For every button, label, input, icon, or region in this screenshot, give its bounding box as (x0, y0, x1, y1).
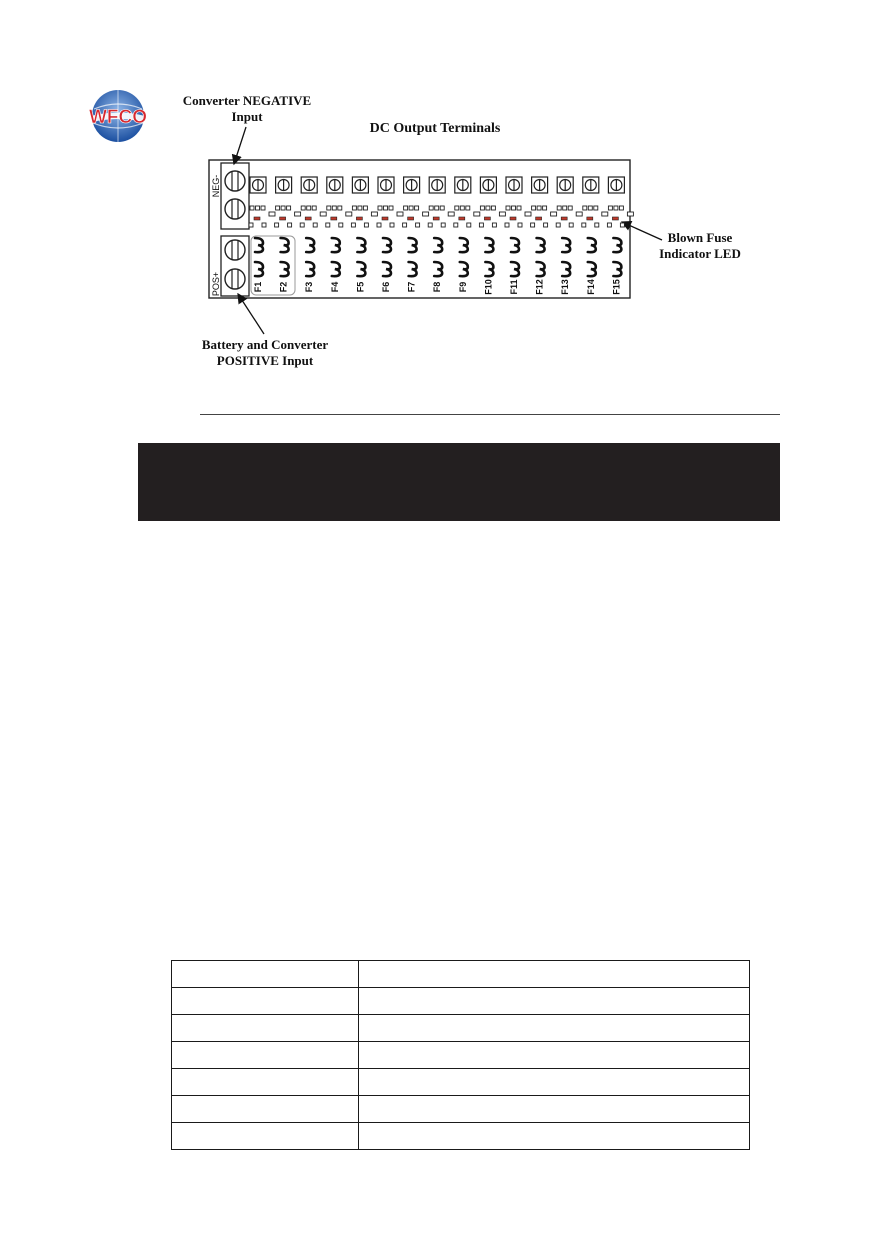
component-pad (313, 223, 317, 227)
component-pad (460, 206, 464, 210)
table-cell (359, 988, 750, 1015)
component-pad (467, 223, 471, 227)
positive-input-arrow (238, 294, 264, 334)
component-pad (320, 212, 326, 216)
fuse-label-15: F15 (611, 279, 622, 295)
fuse-label-12: F12 (534, 279, 545, 295)
component-pad (440, 206, 444, 210)
pos-screw-1 (225, 240, 245, 260)
component-pad (499, 212, 505, 216)
component-pad (249, 223, 253, 227)
component-pad (544, 223, 548, 227)
component-pad (455, 206, 459, 210)
component-pad (415, 206, 419, 210)
fuse-label-3: F3 (304, 281, 315, 293)
component-pad (378, 206, 382, 210)
logo-text: WFCO (88, 107, 148, 128)
component-pad (474, 212, 480, 216)
pos-block-label: POS+ (211, 271, 221, 297)
component-pad (363, 206, 367, 210)
component-pad (416, 223, 420, 227)
component-pad (435, 206, 439, 210)
blown-fuse-led-7 (408, 217, 414, 220)
component-pad (262, 223, 266, 227)
component-pad (423, 212, 429, 216)
component-pad (627, 212, 633, 216)
component-pad (300, 223, 304, 227)
table-cell (172, 988, 359, 1015)
component-pad (312, 206, 316, 210)
pos-screw-2 (225, 269, 245, 289)
component-pad (595, 223, 599, 227)
distribution-board-diagram (0, 0, 891, 420)
component-pad (556, 223, 560, 227)
component-pad (339, 223, 343, 227)
fuse-label-2: F2 (278, 281, 289, 293)
table-cell (359, 1015, 750, 1042)
horizontal-rule (200, 414, 780, 415)
component-pad (448, 212, 454, 216)
neg-screw-1 (225, 171, 245, 191)
component-pad (557, 206, 561, 210)
component-pad (307, 206, 311, 210)
blown-fuse-led-3 (305, 217, 311, 220)
table-row (172, 1042, 750, 1069)
component-pad (389, 206, 393, 210)
component-pad (327, 206, 331, 210)
component-pad (505, 223, 509, 227)
blown-fuse-led-14 (587, 217, 593, 220)
table-cell (172, 1015, 359, 1042)
component-pad (301, 206, 305, 210)
component-pad (390, 223, 394, 227)
component-pad (352, 206, 356, 210)
blown-fuse-led-label: Blown Fuse Indicator LED (659, 230, 741, 261)
component-pad (288, 223, 292, 227)
blown-fuse-led-2 (280, 217, 286, 220)
table-row (172, 1069, 750, 1096)
component-pad (428, 223, 432, 227)
component-pad (607, 223, 611, 227)
component-pad (454, 223, 458, 227)
component-pad (479, 223, 483, 227)
component-pad (491, 206, 495, 210)
neg-screw-2 (225, 199, 245, 219)
component-pad (371, 212, 377, 216)
table-cell (172, 1069, 359, 1096)
component-pad (563, 206, 567, 210)
component-pad (358, 206, 362, 210)
blown-fuse-led-5 (356, 217, 362, 220)
fuse-label-1: F1 (253, 281, 263, 293)
table-cell (359, 1123, 750, 1150)
blown-fuse-led-4 (331, 217, 337, 220)
spec-table (171, 960, 750, 1150)
positive-input-label: Battery and Converter POSITIVE Input (201, 337, 329, 368)
table-cell (172, 1096, 359, 1123)
table-cell (172, 961, 359, 988)
table-row (172, 1096, 750, 1123)
component-pad (531, 223, 535, 227)
table-row (172, 961, 750, 988)
component-pad (569, 223, 573, 227)
component-pad (614, 206, 618, 210)
blown-fuse-led-12 (536, 217, 542, 220)
component-pad (346, 212, 352, 216)
fuse-label-6: F6 (381, 281, 391, 293)
component-pad (404, 206, 408, 210)
component-pad (532, 206, 536, 210)
component-pad (441, 223, 445, 227)
blown-fuse-led-11 (510, 217, 516, 220)
component-pad (377, 223, 381, 227)
component-pad (602, 212, 608, 216)
component-pad (506, 206, 510, 210)
component-pad (480, 206, 484, 210)
table-cell (359, 1042, 750, 1069)
component-pad (250, 206, 254, 210)
component-pad (525, 212, 531, 216)
table-row (172, 1123, 750, 1150)
component-pad (287, 206, 291, 210)
component-pad (364, 223, 368, 227)
blown-fuse-led-15 (612, 217, 618, 220)
component-pad (594, 206, 598, 210)
component-pad (351, 223, 355, 227)
negative-input-label: Converter NEGATIVE Input (182, 93, 312, 124)
component-pad (512, 206, 516, 210)
component-pad (551, 212, 557, 216)
fuse-label-13: F13 (560, 279, 571, 295)
table-cell (172, 1042, 359, 1069)
component-pad (269, 212, 275, 216)
blown-fuse-led-8 (433, 217, 439, 220)
table-cell (172, 1123, 359, 1150)
negative-input-arrow (234, 127, 246, 164)
table-cell (359, 961, 750, 988)
blown-fuse-led-1 (254, 217, 260, 220)
component-pad (256, 206, 260, 210)
fuse-label-11: F11 (509, 279, 519, 295)
component-pad (466, 206, 470, 210)
fuse-label-8: F8 (432, 281, 443, 293)
component-pad (568, 206, 572, 210)
blown-fuse-led-13 (561, 217, 567, 220)
component-pad (326, 223, 330, 227)
component-pad (397, 212, 403, 216)
component-pad (492, 223, 496, 227)
fuse-label-9: F9 (457, 281, 468, 293)
component-pad (332, 206, 336, 210)
fuse-label-4: F4 (329, 281, 340, 293)
component-pad (275, 223, 279, 227)
section-banner (138, 443, 780, 521)
component-pad (409, 206, 413, 210)
component-pad (518, 223, 522, 227)
fuse-label-5: F5 (355, 281, 366, 293)
component-pad (537, 206, 541, 210)
component-pad (583, 206, 587, 210)
fuse-label-7: F7 (406, 281, 417, 293)
dc-output-label: DC Output Terminals (369, 121, 501, 136)
table-cell (359, 1069, 750, 1096)
table-row (172, 988, 750, 1015)
component-pad (608, 206, 612, 210)
component-pad (517, 206, 521, 210)
component-pad (588, 206, 592, 210)
fuse-label-10: F10 (483, 279, 494, 295)
component-pad (620, 223, 624, 227)
component-pad (486, 206, 490, 210)
component-pad (543, 206, 547, 210)
fuse-label-14: F14 (585, 279, 596, 295)
component-pad (281, 206, 285, 210)
component-pad (276, 206, 280, 210)
component-pad (338, 206, 342, 210)
component-pad (576, 212, 582, 216)
component-pad (429, 206, 433, 210)
component-pad (403, 223, 407, 227)
blown-fuse-led-9 (459, 217, 465, 220)
component-pad (295, 212, 301, 216)
table-row (172, 1015, 750, 1042)
table-cell (359, 1096, 750, 1123)
blown-fuse-led-10 (484, 217, 490, 220)
neg-block-label: NEG- (211, 174, 221, 198)
component-pad (384, 206, 388, 210)
component-pad (261, 206, 265, 210)
component-pad (619, 206, 623, 210)
blown-fuse-led-6 (382, 217, 388, 220)
component-pad (582, 223, 586, 227)
